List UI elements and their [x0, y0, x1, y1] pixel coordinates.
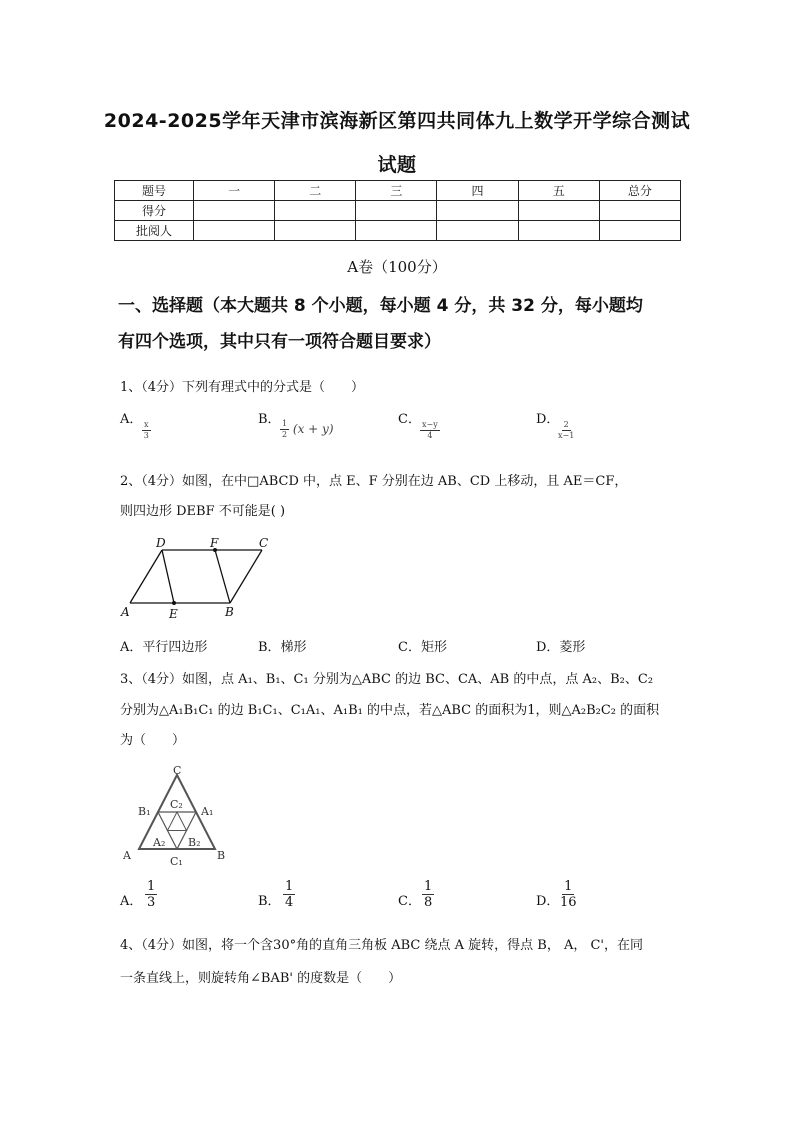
- parallelogram-figure: [112, 532, 282, 624]
- fraction-denominator: 4: [427, 431, 433, 440]
- section-heading-line: 一、选择题（本大题共 8 个小题，每小题 4 分，共 32 分，每小题均: [118, 296, 643, 316]
- label-b1: B₁: [138, 805, 151, 818]
- page-title-continued: 试题: [377, 154, 417, 176]
- label-b: B: [217, 849, 226, 862]
- q3-option-c: [398, 890, 421, 909]
- expression-tail: (x + y): [292, 422, 334, 436]
- fraction-denominator: 8: [424, 895, 433, 910]
- page-title: 2024-2025学年天津市滨海新区第四共同体九上数学开学综合测试: [103, 110, 691, 132]
- score-row-label: 得分: [115, 201, 194, 221]
- question-3-line: 分别为△A₁B₁C₁ 的边 B₁C₁、C₁A₁、A₁B₁ 的中点，若△ABC 的面积为1，则△A₂B₂C₂ 的面积: [120, 703, 660, 718]
- score-header-cell: 总分: [599, 181, 680, 201]
- point-e: [172, 601, 176, 605]
- option-label: A．: [120, 412, 143, 427]
- fraction-numerator: 1: [564, 879, 573, 894]
- option-label: C．: [398, 894, 421, 909]
- score-cell: [356, 201, 437, 221]
- fraction-numerator: 1: [285, 879, 294, 894]
- score-cell: [599, 221, 680, 241]
- option-label: D．: [536, 894, 560, 909]
- score-header-cell: 四: [437, 181, 518, 201]
- q2-option-c: C．矩形: [398, 640, 447, 655]
- segment-de: [162, 550, 174, 603]
- score-cell: [275, 221, 356, 241]
- score-header-cell: 题号: [115, 181, 194, 201]
- nested-triangle-figure: [118, 760, 238, 868]
- question-2-line: 则四边形 DEBF 不可能是( ): [120, 504, 286, 519]
- q3-option-b-value: [283, 880, 295, 909]
- score-cell: [437, 201, 518, 221]
- question-3-line: 为（ ）: [120, 733, 186, 748]
- q1-option-a: [120, 408, 142, 427]
- label-c: C: [173, 764, 182, 777]
- q3-option-b: [258, 890, 281, 909]
- q3-option-d: [536, 890, 559, 909]
- score-header-cell: 一: [194, 181, 275, 201]
- q1-option-b: [258, 408, 281, 427]
- fraction-numerator: x: [144, 420, 149, 429]
- fraction-numerator: 1: [147, 879, 156, 894]
- label-f: F: [210, 536, 219, 550]
- q2-option-a: A．平行四边形: [120, 640, 208, 655]
- label-a2: A₂: [153, 836, 166, 849]
- section-heading-line: 有四个选项，其中只有一项符合题目要求）: [118, 332, 441, 352]
- score-table: [114, 180, 681, 241]
- q1-option-b-expr: [280, 420, 334, 439]
- q2-option-b: B．梯形: [258, 640, 307, 655]
- fraction-denominator: 3: [147, 895, 156, 910]
- q1-option-c: [398, 408, 421, 427]
- option-label: C．: [398, 412, 421, 427]
- score-cell: [599, 201, 680, 221]
- label-a: A: [121, 605, 130, 619]
- edge-bc: [230, 550, 262, 603]
- score-cell: [356, 221, 437, 241]
- label-b2: B₂: [188, 836, 201, 849]
- label-a1: A₁: [201, 805, 214, 818]
- q1-option-a-expr: [142, 420, 151, 440]
- score-cell: [194, 221, 275, 241]
- score-cell: [518, 221, 599, 241]
- q1-option-c-expr: [420, 420, 440, 440]
- q3-option-d-value: [560, 880, 577, 909]
- q1-option-d: [536, 408, 559, 427]
- section-heading: [118, 288, 688, 360]
- fraction-numerator: 1: [424, 879, 433, 894]
- option-label: B．: [258, 894, 281, 909]
- fraction-denominator: 2: [282, 430, 288, 439]
- score-table-header-row: [115, 181, 681, 201]
- triangle-a2b2c2: [168, 812, 187, 831]
- question-2-line: 2、（4分）如图，在中□ABCD 中，点 E、F 分别在边 AB、CD 上移动，且 AE＝CF，: [120, 474, 628, 489]
- option-label: A．: [120, 894, 143, 909]
- label-a: A: [123, 849, 131, 862]
- q3-option-a: [120, 890, 142, 909]
- score-cell: [437, 221, 518, 241]
- q3-option-a-value: [145, 880, 157, 909]
- edge-ad: [130, 550, 162, 603]
- option-label: B．: [258, 412, 281, 427]
- fraction-numerator: 2: [563, 420, 569, 429]
- score-table-row: [115, 201, 681, 221]
- score-header-cell: 五: [518, 181, 599, 201]
- score-row-label: 批阅人: [115, 221, 194, 241]
- fraction-denominator: 4: [285, 895, 294, 910]
- score-table-row: [115, 221, 681, 241]
- question-3-line: 3、（4分）如图，点 A₁、B₁、C₁ 分别为△ABC 的边 BC、CA、AB 的中点，点 A₂、B₂、C₂: [120, 672, 654, 687]
- label-c: C: [259, 536, 269, 550]
- fraction-denominator: x−1: [558, 431, 575, 440]
- score-header-cell: 三: [356, 181, 437, 201]
- segment-fb: [215, 550, 230, 603]
- q3-option-c-value: [422, 880, 434, 909]
- label-e: E: [169, 607, 178, 621]
- fraction-numerator: 1: [282, 419, 288, 428]
- score-cell: [518, 201, 599, 221]
- question-4-line: 4、（4分）如图，将一个含30°角的直角三角板 ABC 绕点 A 旋转，得点 B， A， C'，在同: [120, 938, 643, 953]
- question-1-stem: 1、（4分）下列有理式中的分式是（ ）: [120, 380, 365, 395]
- score-header-cell: 二: [275, 181, 356, 201]
- option-label: D．: [536, 412, 560, 427]
- label-c2: C₂: [170, 798, 183, 811]
- question-4-line: 一条直线上，则旋转角∠BAB' 的度数是（ ）: [120, 971, 402, 986]
- q1-option-d-expr: [558, 420, 574, 440]
- score-cell: [194, 201, 275, 221]
- fraction-denominator: 3: [143, 431, 149, 440]
- fraction-denominator: 16: [560, 895, 577, 910]
- volume-heading: A卷（100分）: [347, 258, 447, 276]
- score-cell: [275, 201, 356, 221]
- label-c1: C₁: [170, 855, 183, 868]
- label-b: B: [225, 605, 234, 619]
- q2-option-d: D．菱形: [536, 640, 586, 655]
- fraction-numerator: x−y: [422, 420, 438, 429]
- label-d: D: [156, 536, 166, 550]
